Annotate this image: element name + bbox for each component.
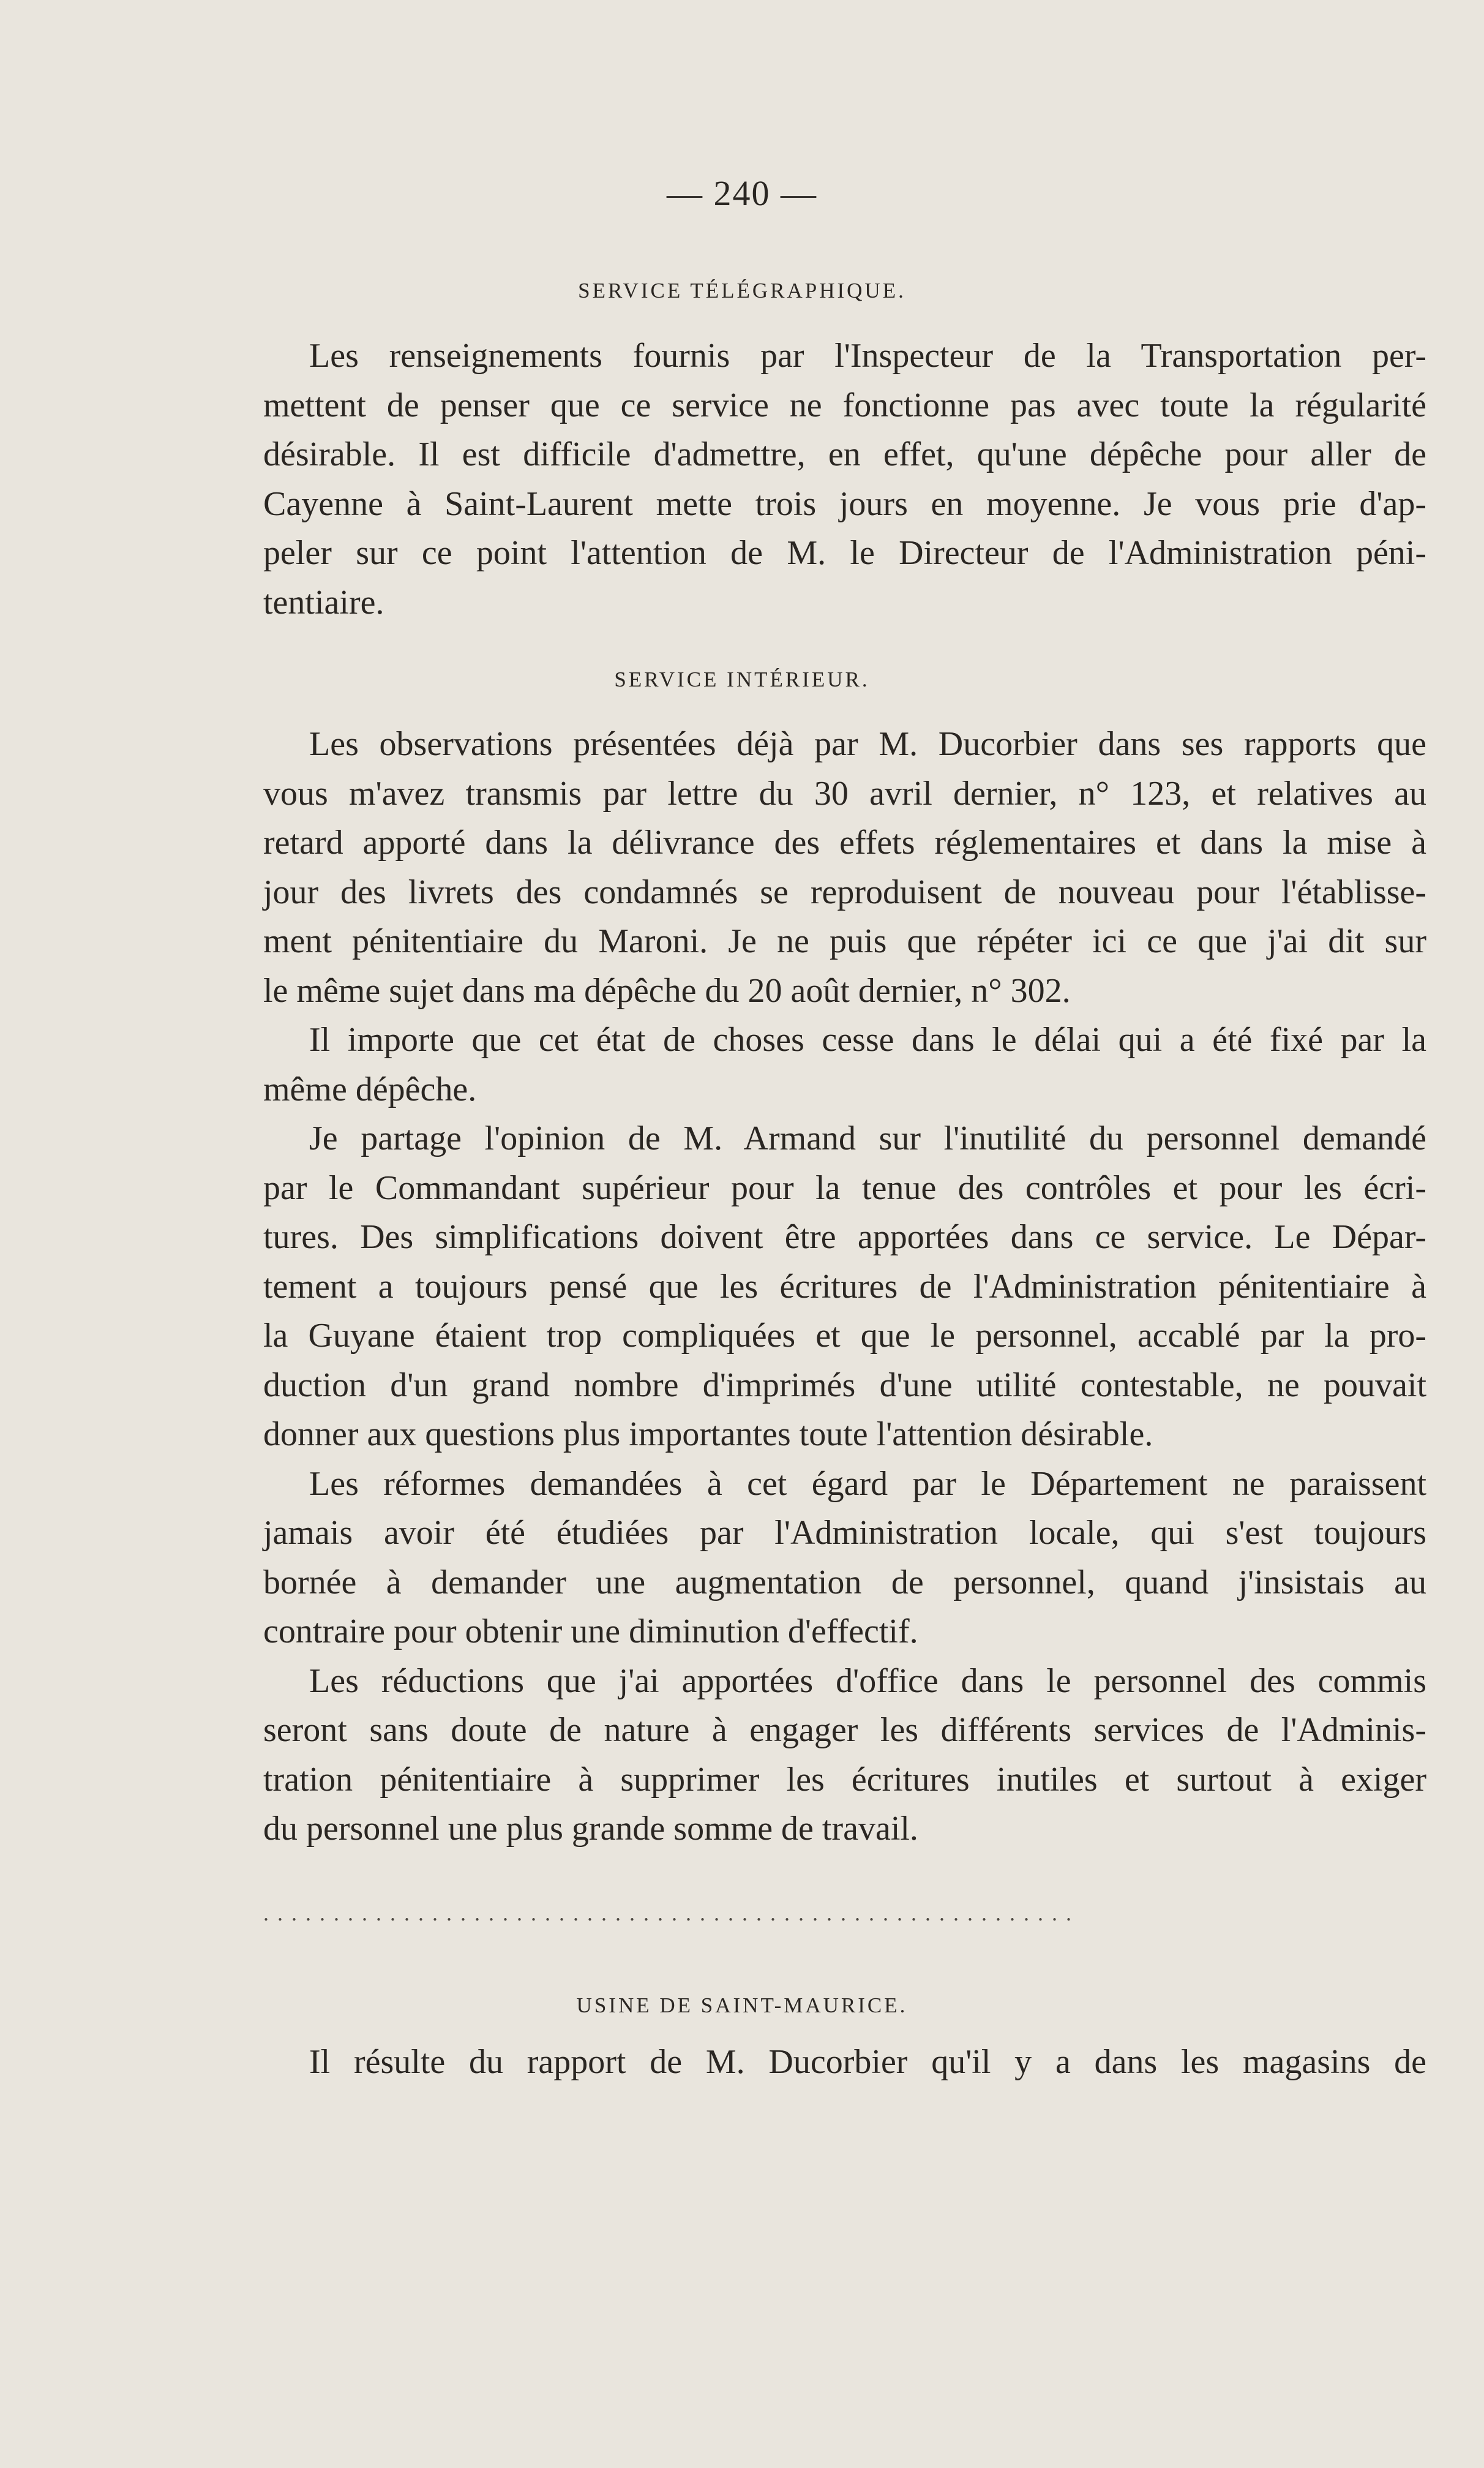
- text-line: duction d'un grand nombre d'imprimés d'une utilité contestable, ne pouvait: [263, 1366, 1426, 1404]
- text-line: tement a toujours pensé que les écritures de l'Administration pénitentiaire à: [263, 1267, 1426, 1306]
- text-line: la Guyane étaient trop compliquées et que le personnel, accablé par la pro-: [263, 1317, 1426, 1355]
- text-line: tentiaire.: [263, 583, 384, 622]
- text-line: du personnel une plus grande somme de travail.: [263, 1810, 918, 1848]
- text-line: le même sujet dans ma dépêche du 20 août dernier, n° 302.: [263, 971, 1071, 1010]
- text-line: donner aux questions plus importantes toute l'attention désirable.: [263, 1415, 1153, 1453]
- text-line: seront sans doute de nature à engager les différents services de l'Adminis-: [263, 1711, 1426, 1749]
- text-line: contraire pour obtenir une diminution d'effectif.: [263, 1612, 918, 1650]
- text-line: vous m'avez transmis par lettre du 30 avril dernier, n° 123, et relatives au: [263, 774, 1426, 813]
- text-line: Il résulte du rapport de M. Ducorbier qu'il y a dans les magasins de: [309, 2043, 1426, 2081]
- text-line: retard apporté dans la délivrance des effets réglementaires et dans la mise à: [263, 824, 1426, 862]
- text-line: tures. Des simplifications doivent être apportées dans ce service. Le Dépar-: [263, 1218, 1426, 1256]
- paragraph-interior: [263, 720, 1426, 1854]
- text-line: tration pénitentiaire à supprimer les écritures inutiles et surtout à exiger: [263, 1760, 1426, 1799]
- section-heading-telegraph: SERVICE TÉLÉGRAPHIQUE.: [578, 279, 906, 303]
- text-line: ment pénitentiaire du Maroni. Je ne puis que répéter ici ce que j'ai dit sur: [263, 922, 1426, 960]
- paragraph-factory: [263, 2037, 1426, 2087]
- text-line: désirable. Il est difficile d'admettre, en effet, qu'une dépêche pour aller de: [263, 435, 1426, 473]
- text-line: mettent de penser que ce service ne fonctionne pas avec toute la régularité: [263, 386, 1426, 424]
- text-line: Les réductions que j'ai apportées d'office dans le personnel des commis: [309, 1661, 1426, 1700]
- text-line: même dépêche.: [263, 1070, 477, 1108]
- text-line: Cayenne à Saint-Laurent mette trois jours en moyenne. Je vous prie d'ap-: [263, 484, 1426, 523]
- text-line: Je partage l'opinion de M. Armand sur l'inutilité du personnel demandé: [309, 1119, 1426, 1157]
- text-line: bornée à demander une augmentation de personnel, quand j'insistais au: [263, 1563, 1426, 1601]
- text-line: Les renseignements fournis par l'Inspecteur de la Transportation per-: [309, 337, 1426, 375]
- text-line: jour des livrets des condamnés se reproduisent de nouveau pour l'établisse-: [263, 873, 1426, 911]
- section-heading-interior: SERVICE INTÉRIEUR.: [614, 668, 870, 691]
- text-line: jamais avoir été étudiées par l'Administration locale, qui s'est toujours: [263, 1514, 1426, 1552]
- text-line: Les réformes demandées à cet égard par le Département ne paraissent: [309, 1464, 1426, 1503]
- text-line: Les observations présentées déjà par M. Ducorbier dans ses rapports que: [309, 725, 1426, 763]
- text-line: par le Commandant supérieur pour la tenue des contrôles et pour les écri-: [263, 1168, 1426, 1207]
- dotted-separator: ..........................................................: [263, 1901, 1080, 1925]
- page-number: — 240 —: [667, 173, 817, 213]
- paragraph-telegraph: [263, 331, 1426, 627]
- text-line: peler sur ce point l'attention de M. le Directeur de l'Administration péni-: [263, 534, 1426, 572]
- text-line: Il importe que cet état de choses cesse dans le délai qui a été fixé par la: [309, 1021, 1426, 1059]
- section-heading-factory: USINE DE SAINT-MAURICE.: [576, 1993, 908, 2017]
